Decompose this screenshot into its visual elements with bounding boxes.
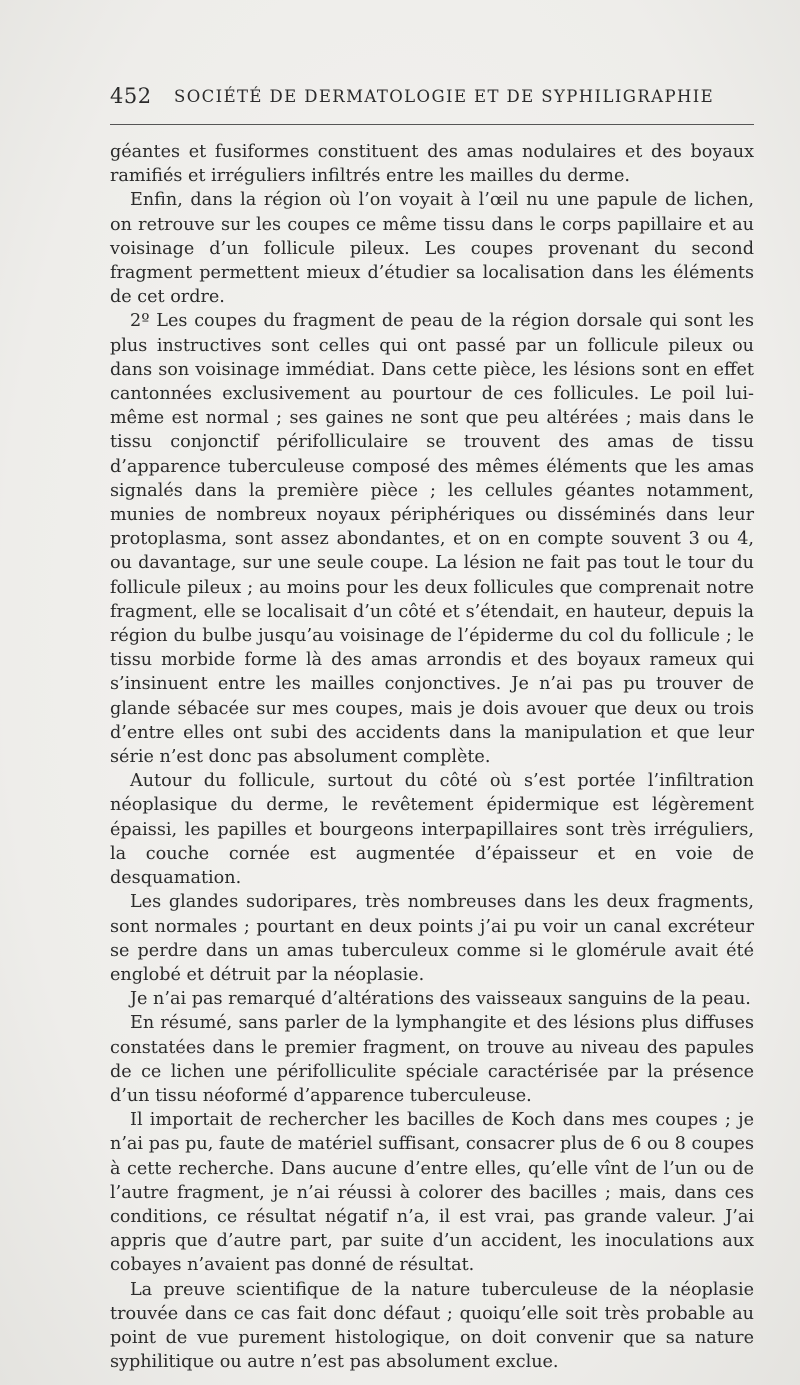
paragraph-2: Enfin, dans la région où l’on voyait à l’œil nu une papule de lichen, on retrouve sur les coupes ce même tissu dans le corps papillaire et au voisinage d’un follicule pileux. Les coupes provenant du second fragment permettent mieux d’étudier sa localisation dans les éléments de cet ordre. [110, 190, 754, 308]
paragraph-4: Autour du follicule, surtout du côté où s’est portée l’infiltration néoplasique du derme, le revêtement épidermique est légèrement épaissi, les papilles et bourgeons interpapillaires sont très irréguliers, la couche cornée est augmentée d’épaisseur et en voie de desquamation. [110, 771, 754, 889]
paragraph-8: Il importait de rechercher les bacilles de Koch dans mes coupes ; je n’ai pas pu, faute de matériel suffisant, consacrer plus de 6 ou 8 coupes à cette recherche. Dans aucune d’entre elles, qu’elle vînt de l’un ou de l’autre fragment, je n’ai réussi à colorer des bacilles ; mais, dans ces conditions, ce résultat négatif n’a, il est vrai, pas grande valeur. J’ai appris que d’autre part, par suite d’un accident, les inoculations aux cobayes n’avaient pas donné de résultat. [110, 1110, 754, 1276]
paragraph-7: En résumé, sans parler de la lymphangite et des lésions plus diffuses constatées dans le premier fragment, on trouve au niveau des papules de ce lichen une périfolliculite spéciale caractérisée par la présence d’un tissu néoformé d’apparence tuberculeuse. [110, 1013, 754, 1106]
body-text [110, 140, 754, 1374]
paragraph-1: géantes et fusiformes constituent des amas nodulaires et des boyaux ramifiés et irréguliers infiltrés entre les mailles du derme. [110, 142, 754, 187]
page-number: 452 [110, 84, 152, 108]
paragraph-6: Je n’ai pas remarqué d’altérations des vaisseaux sanguins de la peau. [130, 989, 751, 1010]
page-header [110, 84, 754, 114]
paragraph-5: Les glandes sudoripares, très nombreuses dans les deux fragments, sont normales ; pourtant en deux points j’ai pu voir un canal excréteur se perdre dans un amas tuberculeux comme si le glomérule avait été englobé et détruit par la néoplasie. [110, 892, 754, 985]
running-title: SOCIÉTÉ DE DERMATOLOGIE ET DE SYPHILIGRAPHIE [174, 87, 715, 106]
header-rule [110, 124, 754, 125]
paragraph-3: 2º Les coupes du fragment de peau de la région dorsale qui sont les plus instructives sont celles qui ont passé par un follicule pileux ou dans son voisinage immédiat. Dans cette pièce, les lésions sont en effet cantonnées exclusivement au pourtour de ces follicules. Le poil lui-même est normal ; ses gaines ne sont que peu altérées ; mais dans le tissu conjonctif périfolliculaire se trouvent des amas de tissu d’apparence tuberculeuse composé des mêmes éléments que les amas signalés dans la première pièce ; les cellules géantes notamment, munies de nombreux noyaux périphériques ou disséminés dans leur protoplasma, sont assez abondantes, et on en compte souvent 3 ou 4, ou davantage, sur une seule coupe. La lésion ne fait pas tout le tour du follicule pileux ; au moins pour les deux follicules que comprenait notre fragment, elle se localisait d’un côté et s’étendait, en hauteur, depuis la région du bulbe jusqu’au voisinage de l’épiderme du col du follicule ; le tissu morbide forme là des amas arrondis et des boyaux rameux qui s’insinuent entre les mailles conjonctives. Je n’ai pas pu trouver de glande sébacée sur mes coupes, mais je dois avouer que deux ou trois d’entre elles ont subi des accidents dans la manipulation et que leur série n’est donc pas absolument complète. [110, 311, 754, 768]
paragraph-9: La preuve scientifique de la nature tuberculeuse de la néoplasie trouvée dans ce cas fait donc défaut ; quoiqu’elle soit très probable au point de vue purement histologique, on doit convenir que sa nature syphilitique ou autre n’est pas absolument exclue. [110, 1279, 754, 1373]
